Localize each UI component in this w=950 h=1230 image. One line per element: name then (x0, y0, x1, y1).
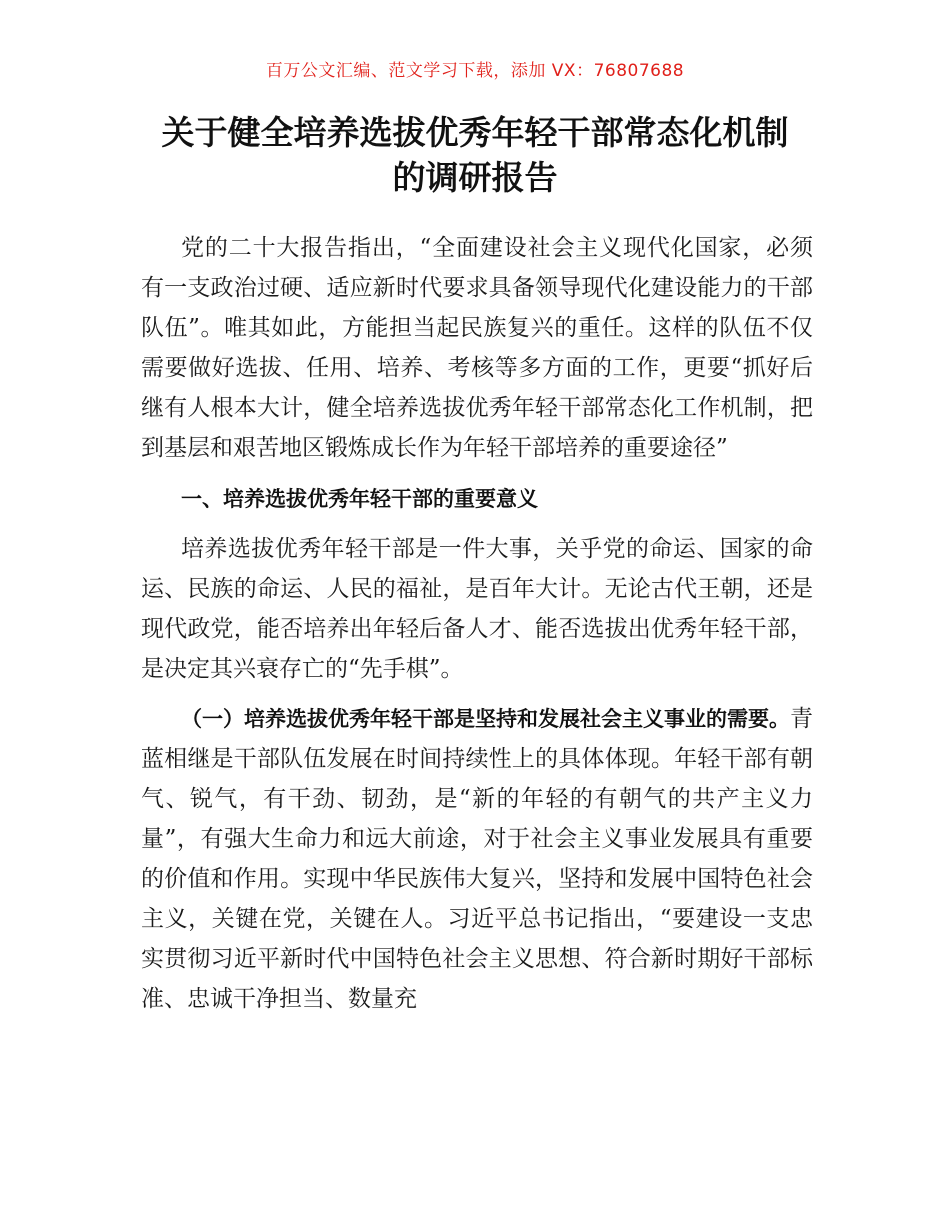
document-title (0, 110, 950, 200)
subsection-1-text: 青蓝相继是干部队伍发展在时间持续性上的具体体现。年轻干部有朝气、锐气，有干劲、韧劲，是“新的年轻的有朝气的共产主义力量”，有强大生命力和远大前途，对于社会主义事业发展具有重要的价值和作用。实现中华民族伟大复兴，坚持和发展中国特色社会主义，关键在党，关键在人。习近平总书记指出，“要建设一支忠实贯彻习近平新时代中国特色社会主义思想、符合新时期好干部标准、忠诚干净担当、数量充 (141, 706, 813, 1012)
title-line-2: 的调研报告 (392, 158, 558, 197)
subsection-1-lead: （一）培养选拔优秀年轻干部是坚持和发展社会主义事业的需要。 (181, 707, 790, 731)
section-1-heading: 一、培养选拔优秀年轻干部的重要意义 (181, 487, 538, 511)
section-1-paragraph: 培养选拔优秀年轻干部是一件大事，关乎党的命运、国家的命运、民族的命运、人民的福祉，是百年大计。无论古代王朝，还是现代政党，能否培养出年轻后备人才、能否选拔出优秀年轻干部，是决定其兴衰存亡的“先手棋”。 (141, 536, 813, 682)
subsection-1-paragraph (141, 699, 813, 1019)
header-note: 百万公文汇编、范文学习下载，添加 VX：76807688 (265, 61, 685, 81)
intro-paragraph: 党的二十大报告指出，“全面建设社会主义现代化国家，必须有一支政治过硬、适应新时代要求具备领导现代化建设能力的干部队伍”。唯其如此，方能担当起民族复兴的重任。这样的队伍不仅需要做好选拔、任用、培养、考核等多方面的工作，更要“抓好后继有人根本大计，健全培养选拔优秀年轻干部常态化工作机制，把到基层和艰苦地区锻炼成长作为年轻干部培养的重要途径” (141, 235, 813, 461)
document-body (141, 228, 813, 1019)
title-line-1: 关于健全培养选拔优秀年轻干部常态化机制 (161, 113, 789, 152)
